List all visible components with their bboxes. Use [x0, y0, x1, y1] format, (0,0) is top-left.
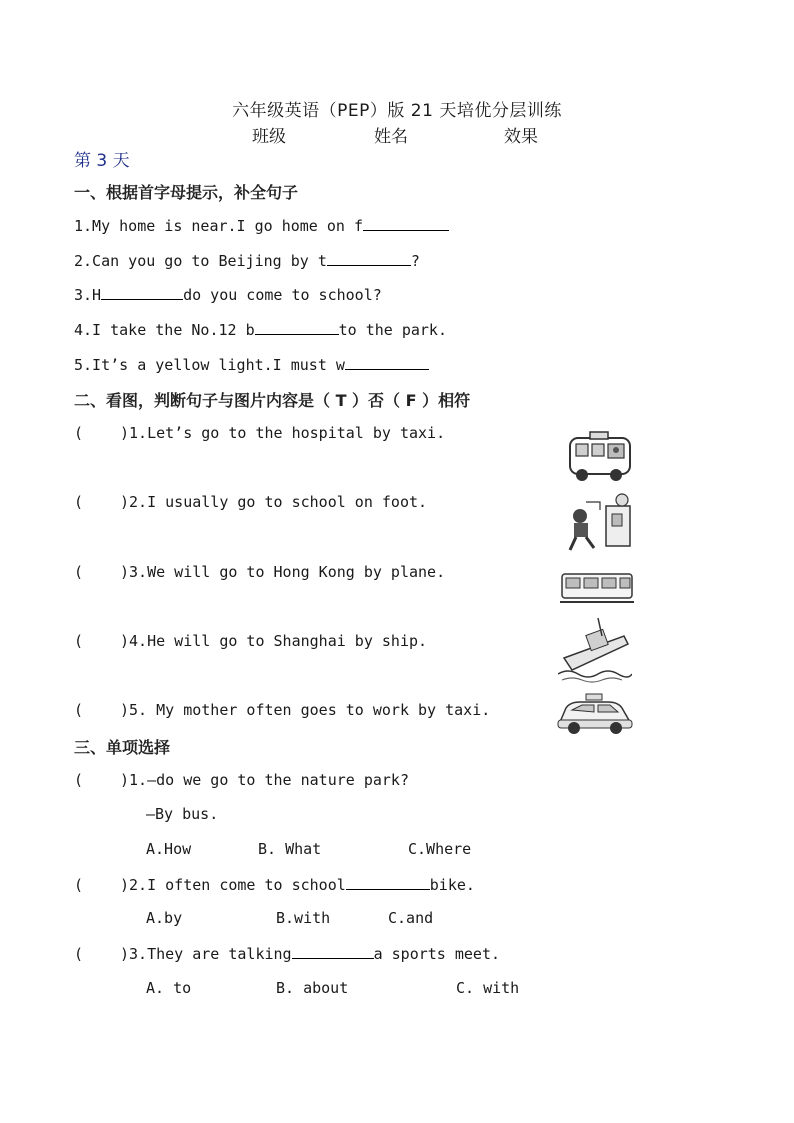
- option-a[interactable]: A.How: [146, 840, 192, 858]
- choice-options-1: [146, 840, 471, 858]
- option-c[interactable]: C.Where: [408, 840, 472, 858]
- option-a[interactable]: A.by: [146, 909, 183, 927]
- judge-item-5: ( )5. My mother often goes to work by taxi.: [74, 701, 491, 719]
- result-label: 效果: [504, 127, 538, 147]
- judge-item-1: ( )1.Let’s go to the hospital by taxi.: [74, 424, 446, 442]
- fill-item-2: 2.Can you go to Beijing by t ?: [74, 252, 420, 270]
- section-3-heading: 三、单项选择: [74, 738, 171, 757]
- fill-item-5: 5.It’s a yellow light.I must w: [74, 355, 429, 374]
- section-1-heading: 一、根据首字母提示，补全句子: [74, 183, 299, 202]
- taxi-icon: [556, 692, 634, 736]
- day-label: 第 3 天: [74, 151, 130, 171]
- answer-blank[interactable]: [345, 355, 429, 370]
- option-c[interactable]: C.and: [388, 909, 434, 927]
- class-label: 班级: [252, 127, 286, 147]
- bus-icon: [566, 430, 634, 484]
- train-icon: [560, 570, 634, 606]
- fill-item-4: 4.I take the No.12 b to the park.: [74, 321, 447, 339]
- answer-blank[interactable]: [363, 216, 449, 231]
- answer-blank[interactable]: [255, 320, 339, 335]
- ship-icon: [558, 614, 632, 684]
- judge-item-4: ( )4.He will go to Shanghai by ship.: [74, 632, 428, 650]
- walking-boy-icon: [566, 492, 636, 554]
- judge-item-2: ( )2.I usually go to school on foot.: [74, 493, 428, 511]
- choice-answer-line: —By bus.: [146, 805, 219, 823]
- answer-blank[interactable]: [327, 251, 411, 266]
- answer-blank[interactable]: [292, 944, 374, 959]
- name-label: 姓名: [374, 127, 408, 147]
- option-c[interactable]: C. with: [456, 979, 520, 997]
- answer-blank[interactable]: [346, 875, 430, 890]
- answer-blank[interactable]: [101, 285, 183, 300]
- choice-options-2: [146, 909, 433, 927]
- choice-question-1: ( )1.—do we go to the nature park?: [74, 771, 409, 789]
- section-2-heading: 二、看图，判断句子与图片内容是（ T ）否（ F ）相符: [74, 391, 471, 410]
- option-b[interactable]: B.with: [276, 909, 331, 927]
- option-b[interactable]: B. about: [276, 979, 349, 997]
- page-title: 六年级英语（PEP）版 21 天培优分层训练: [232, 101, 562, 121]
- fill-item-3: 3.H do you come to school?: [74, 286, 382, 304]
- fill-item-1: 1.My home is near.I go home on f: [74, 216, 449, 235]
- option-a[interactable]: A. to: [146, 979, 192, 997]
- option-b[interactable]: B. What: [258, 840, 322, 858]
- choice-options-3: [146, 979, 519, 997]
- choice-question-3: ( )3.They are talking a sports meet.: [74, 945, 501, 963]
- choice-question-2: ( )2.I often come to school bike.: [74, 876, 475, 894]
- judge-item-3: ( )3.We will go to Hong Kong by plane.: [74, 563, 446, 581]
